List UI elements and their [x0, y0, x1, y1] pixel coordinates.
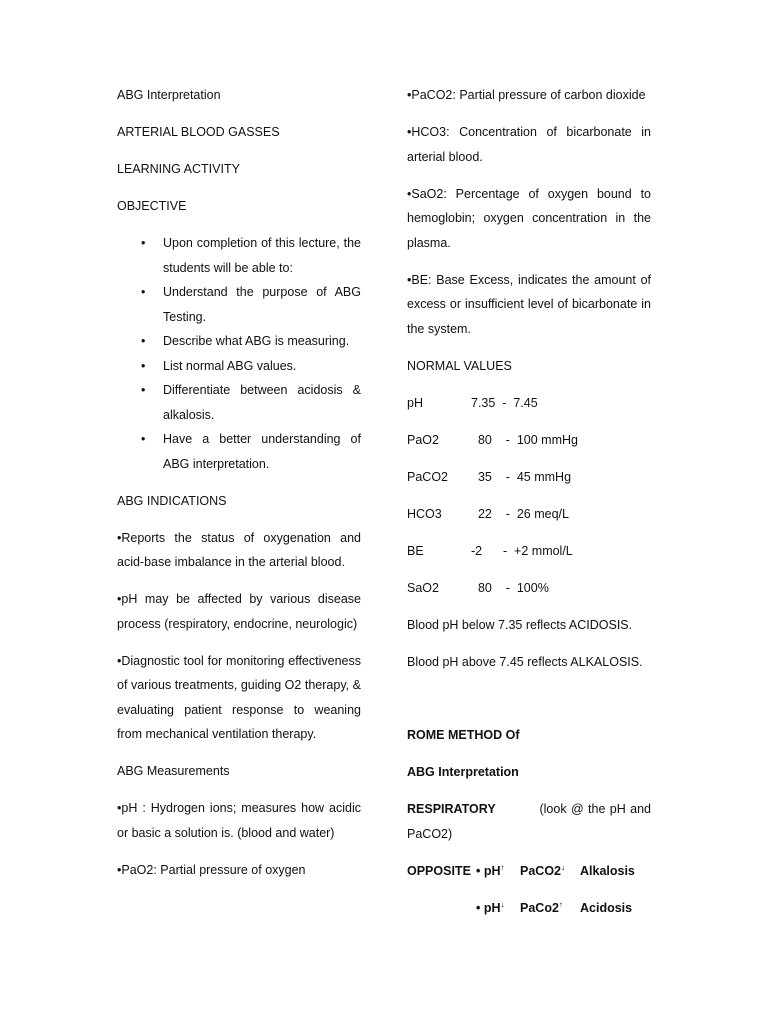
heading-learning-activity: LEARNING ACTIVITY	[117, 162, 240, 176]
list-item: • Understand the purpose of ABG Testing.	[117, 280, 361, 329]
list-item: • List normal ABG values.	[117, 354, 361, 379]
paco2-label: PaCO2↓	[520, 862, 565, 878]
parameter-range: -2 - +2 mmol/L	[471, 543, 573, 558]
respiratory-label: RESPIRATORY	[407, 802, 496, 816]
heading-abg-interpretation: ABG Interpretation	[407, 765, 519, 779]
indication-paragraph: •Reports the status of oxygenation and acid-base imbalance in the arterial blood.	[117, 530, 361, 569]
list-item: • Have a better understanding of ABG interpretation.	[117, 427, 361, 476]
heading-objective: OBJECTIVE	[117, 199, 187, 213]
ph-bullet: • pH↓	[476, 899, 505, 915]
arrow-down-icon: ↓	[561, 862, 565, 872]
left-column	[117, 83, 361, 895]
measurement-paragraph: •SaO2: Percentage of oxygen bound to hemoglobin; oxygen concentration in the plasma.	[407, 186, 651, 250]
normal-value-row	[407, 428, 651, 453]
parameter-name: PaCO2	[407, 469, 448, 484]
normal-value-row	[407, 539, 651, 564]
measurement-paragraph: •pH : Hydrogen ions; measures how acidic or basic a solution is. (blood and water)	[117, 801, 361, 840]
normal-value-row	[407, 502, 651, 527]
parameter-name: HCO3	[407, 506, 442, 521]
list-item: • Differentiate between acidosis & alkalosis.	[117, 378, 361, 427]
measurement-paragraph: •BE: Base Excess, indicates the amount of excess or insufficient level of bicarbonate in the system.	[407, 272, 651, 336]
result-label: Alkalosis	[580, 863, 635, 878]
respiratory-text: (look @ the pH and PaCO2)	[407, 802, 651, 841]
parameter-name: PaO2	[407, 432, 439, 447]
indication-paragraph: •pH may be affected by various disease process (respiratory, endocrine, neurologic)	[117, 592, 361, 631]
arrow-up-icon: ↑	[500, 862, 505, 872]
list-item: • Describe what ABG is measuring.	[117, 329, 361, 354]
result-label: Acidosis	[580, 900, 633, 915]
paco2-label: PaCo2↑	[520, 899, 563, 915]
parameter-range: 22 - 26 meq/L	[471, 506, 569, 521]
parameter-range: 80 - 100%	[471, 580, 549, 595]
parameter-range: 80 - 100 mmHg	[471, 432, 578, 447]
normal-value-row	[407, 576, 651, 601]
opposite-row-acidosis	[407, 896, 651, 921]
heading-normal-values: NORMAL VALUES	[407, 358, 512, 373]
bullet-icon: •	[141, 358, 146, 373]
document-title: ABG Interpretation	[117, 88, 221, 102]
arrow-down-icon: ↓	[500, 899, 505, 909]
opposite-row-alkalosis	[407, 859, 651, 884]
parameter-name: BE	[407, 543, 424, 558]
measurement-paragraph: •PaCO2: Partial pressure of carbon dioxide	[407, 88, 646, 102]
arrow-up-icon: ↑	[558, 899, 563, 909]
normal-value-row	[407, 465, 651, 490]
heading-arterial-blood-gasses: ARTERIAL BLOOD GASSES	[117, 125, 280, 139]
parameter-name: SaO2	[407, 580, 439, 595]
acidosis-note: Blood pH below 7.35 reflects ACIDOSIS.	[407, 617, 633, 632]
objectives-list	[117, 231, 361, 476]
measurement-paragraph: •PaO2: Partial pressure of oxygen	[117, 862, 306, 877]
respiratory-line	[407, 797, 651, 846]
bullet-icon: •	[141, 285, 146, 299]
measurement-paragraph: •HCO3: Concentration of bicarbonate in arterial blood.	[407, 125, 651, 164]
normal-value-row	[407, 391, 651, 416]
opposite-label: OPPOSITE	[407, 863, 471, 878]
indication-paragraph: •Diagnostic tool for monitoring effectiveness of various treatments, guiding O2 therapy, & evaluating patient response to weaning from mechanical ventilation therapy.	[117, 653, 361, 741]
ph-bullet: • pH↑	[476, 862, 505, 878]
bullet-icon: •	[141, 383, 146, 397]
heading-abg-indications: ABG INDICATIONS	[117, 493, 227, 508]
parameter-name: pH	[407, 395, 423, 410]
list-item: • Upon completion of this lecture, the students will be able to:	[117, 231, 361, 280]
alkalosis-note: Blood pH above 7.45 reflects ALKALOSIS.	[407, 654, 643, 669]
right-column	[407, 83, 651, 933]
heading-rome-method: ROME METHOD Of	[407, 728, 520, 742]
bullet-icon: •	[141, 236, 146, 250]
bullet-icon: •	[141, 432, 146, 446]
bullet-icon: •	[141, 334, 146, 348]
parameter-range: 7.35 - 7.45	[471, 395, 538, 410]
parameter-range: 35 - 45 mmHg	[471, 469, 572, 484]
heading-abg-measurements: ABG Measurements	[117, 764, 230, 778]
